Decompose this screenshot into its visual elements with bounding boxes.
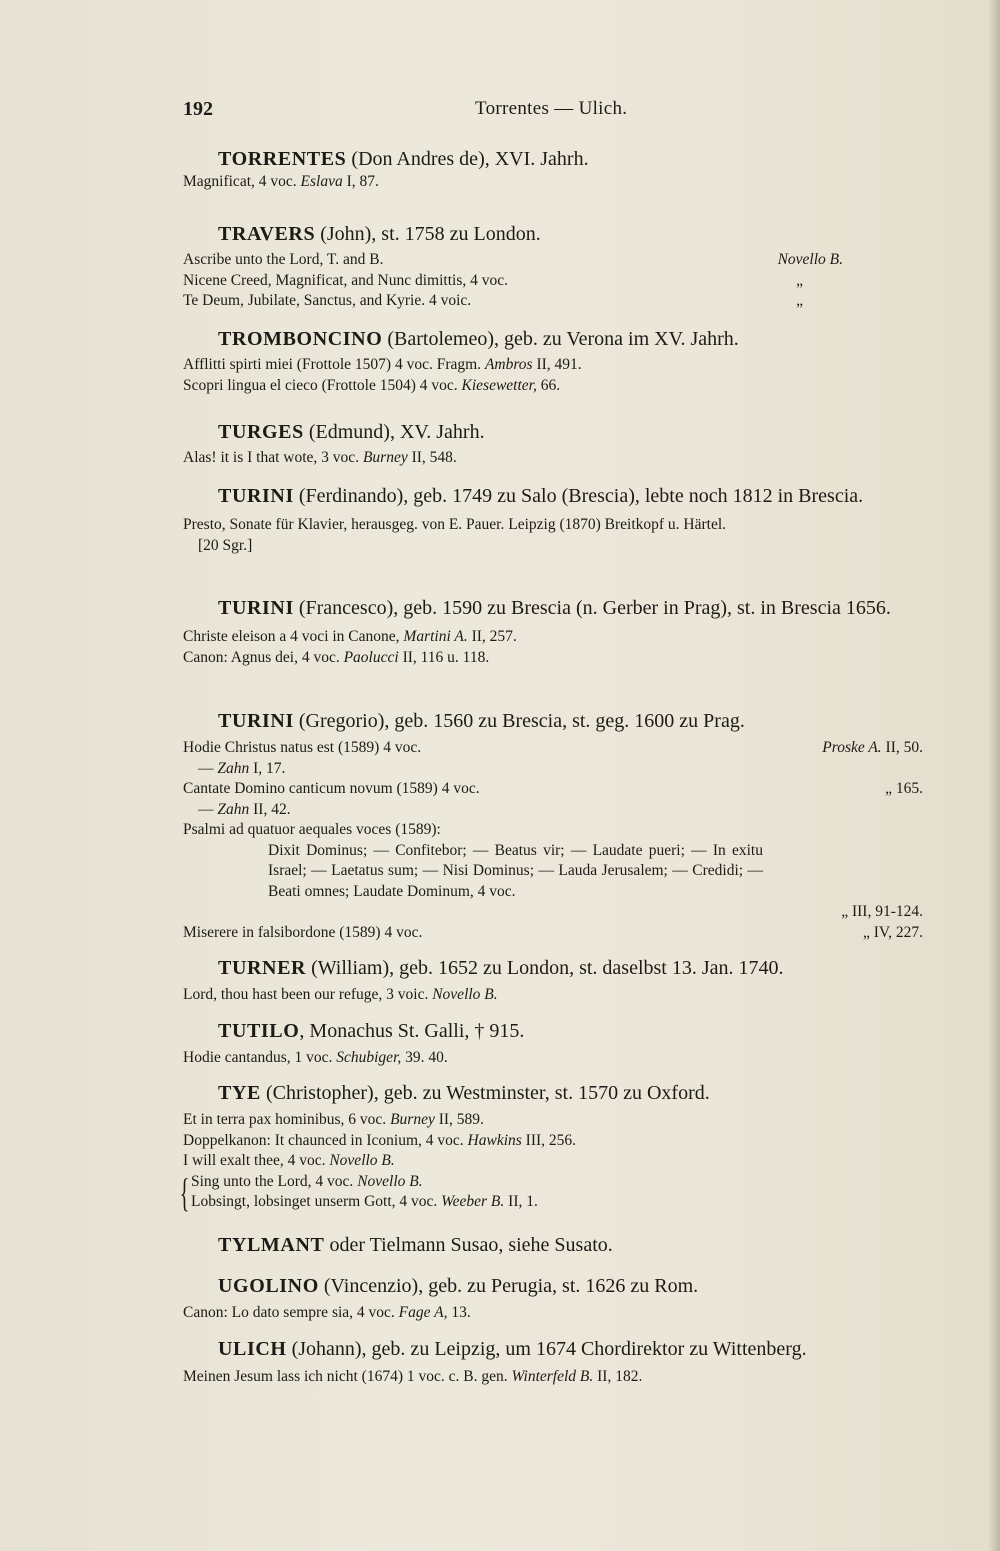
entry-heading: ULICH (Johann), geb. zu Leipzig, um 1674 Chordirektor zu Wittenberg.: [218, 1338, 807, 1360]
page-header: [183, 98, 923, 124]
entry-tylmant: [183, 1232, 923, 1258]
work-line: Miserere in falsibordone (1589) 4 voc. „ IV, 227.: [183, 923, 923, 941]
work-line: Te Deum, Jubilate, Sanctus, and Kyrie. 4 voic. „: [183, 292, 803, 309]
work-line: Psalmi ad quatuor aequales voces (1589):: [183, 821, 441, 838]
work-line: Doppelkanon: It chaunced in Iconium, 4 voc. Hawkins III, 256.: [183, 1131, 577, 1149]
entry-ugolino: [183, 1273, 923, 1324]
work-line: Meinen Jesum lass ich nicht (1674) 1 voc. c. B. gen. Winterfeld B. II, 182.: [183, 1368, 643, 1385]
work-line: Hodie cantandus, 1 voc. Schubiger, 39. 40.: [183, 1049, 448, 1066]
page-number: 192: [183, 98, 213, 120]
entry-turini-ferdinando: [183, 482, 923, 556]
entry-tye: [179, 1080, 923, 1215]
entry-heading: TRAVERS (John), st. 1758 zu London.: [218, 223, 541, 245]
entry-turges: [183, 419, 923, 469]
work-line: I will exalt thee, 4 voc. Novello B.: [183, 1152, 395, 1169]
psalm-list: Dixit Dominus; — Confitebor; — Beatus vir; — Laudate pueri; — In exitu Israel; — Laetatus sum; — Nisi Dominus; — Lauda Jerusalem; — Credidi; — Beati omnes; Laudate Dominum, 4 voc. „ III, 91-124.: [268, 841, 923, 920]
work-line: Hodie Christus natus est (1589) 4 voc. Proske A. II, 50.: [183, 739, 923, 756]
entry-heading: UGOLINO (Vincenzio), geb. zu Perugia, st. 1626 zu Rom.: [218, 1275, 699, 1297]
work-line: { Sing unto the Lord, 4 voc. Novello B.: [179, 1169, 423, 1215]
work-line: Christe eleison a 4 voci in Canone, Martini A. II, 257.: [183, 628, 517, 645]
work-line: Afflitti spirti miei (Frottole 1507) 4 voc. Fragm. Ambros II, 491.: [183, 356, 582, 373]
work-line: Magnificat, 4 voc. Eslava I, 87.: [183, 173, 379, 190]
entry-turini-gregorio: [183, 708, 923, 943]
entry-ulich: [183, 1335, 923, 1388]
entry-torrentes: [183, 146, 923, 193]
entry-turini-francesco: [183, 594, 923, 668]
entry-heading: TURINI (Francesco), geb. 1590 zu Brescia (n. Gerber in Prag), st. in Brescia 1656.: [218, 597, 891, 619]
entry-tutilo: [183, 1018, 923, 1069]
work-line: Cantate Domino canticum novum (1589) 4 voc. „ 165.: [183, 780, 923, 797]
entry-tromboncino: [183, 326, 923, 396]
work-line: Lord, thou hast been our refuge, 3 voic. Novello B.: [183, 986, 498, 1003]
entry-heading: TYLMANT oder Tielmann Susao, siehe Susato.: [218, 1234, 613, 1256]
entry-heading: TYE (Christopher), geb. zu Westminster, st. 1570 zu Oxford.: [218, 1082, 710, 1104]
work-line: Ascribe unto the Lord, T. and B. Novello B.: [183, 251, 843, 268]
entry-heading: TROMBONCINO (Bartolemeo), geb. zu Verona im XV. Jahrh.: [218, 328, 739, 350]
entry-heading: TUTILO, Monachus St. Galli, † 915.: [218, 1020, 525, 1042]
page-edge-shadow: [988, 0, 1000, 1551]
entry-heading: TURGES (Edmund), XV. Jahrh.: [218, 421, 485, 443]
entry-heading: TURINI (Gregorio), geb. 1560 zu Brescia, st. geg. 1600 zu Prag.: [218, 710, 745, 732]
work-line: Canon: Lo dato sempre sia, 4 voc. Fage A, 13.: [183, 1304, 471, 1321]
work-line: Lobsingt, lobsinget unserm Gott, 4 voc. Weeber B. II, 1.: [191, 1193, 538, 1210]
work-line: Canon: Agnus dei, 4 voc. Paolucci II, 116 u. 118.: [183, 648, 490, 666]
running-head: Torrentes — Ulich.: [475, 98, 628, 119]
entry-heading: TORRENTES (Don Andres de), XVI. Jahrh.: [218, 148, 589, 170]
brace-mark: {: [179, 1169, 190, 1215]
work-line: Presto, Sonate für Klavier, herausgeg. von E. Pauer. Leipzig (1870) Breitkopf u. Härtel.: [183, 516, 727, 533]
work-line: Scopri lingua el cieco (Frottole 1504) 4 voc. Kiesewetter, 66.: [183, 376, 561, 394]
entry-turner: [183, 955, 923, 1006]
work-line: [20 Sgr.]: [198, 536, 253, 554]
entry-heading: TURINI (Ferdinando), geb. 1749 zu Salo (Brescia), lebte noch 1812 in Brescia.: [218, 485, 864, 507]
entry-heading: TURNER (William), geb. 1652 zu London, st. daselbst 13. Jan. 1740.: [218, 957, 784, 979]
work-line: Alas! it is I that wote, 3 voc. Burney II, 548.: [183, 449, 457, 466]
work-line: Et in terra pax hominibus, 6 voc. Burney II, 589.: [183, 1111, 484, 1128]
work-line: Nicene Creed, Magnificat, and Nunc dimittis, 4 voc. „: [183, 271, 803, 289]
work-line: — Zahn I, 17.: [198, 759, 286, 777]
work-line: — Zahn II, 42.: [198, 800, 291, 818]
entry-travers: [183, 221, 923, 312]
